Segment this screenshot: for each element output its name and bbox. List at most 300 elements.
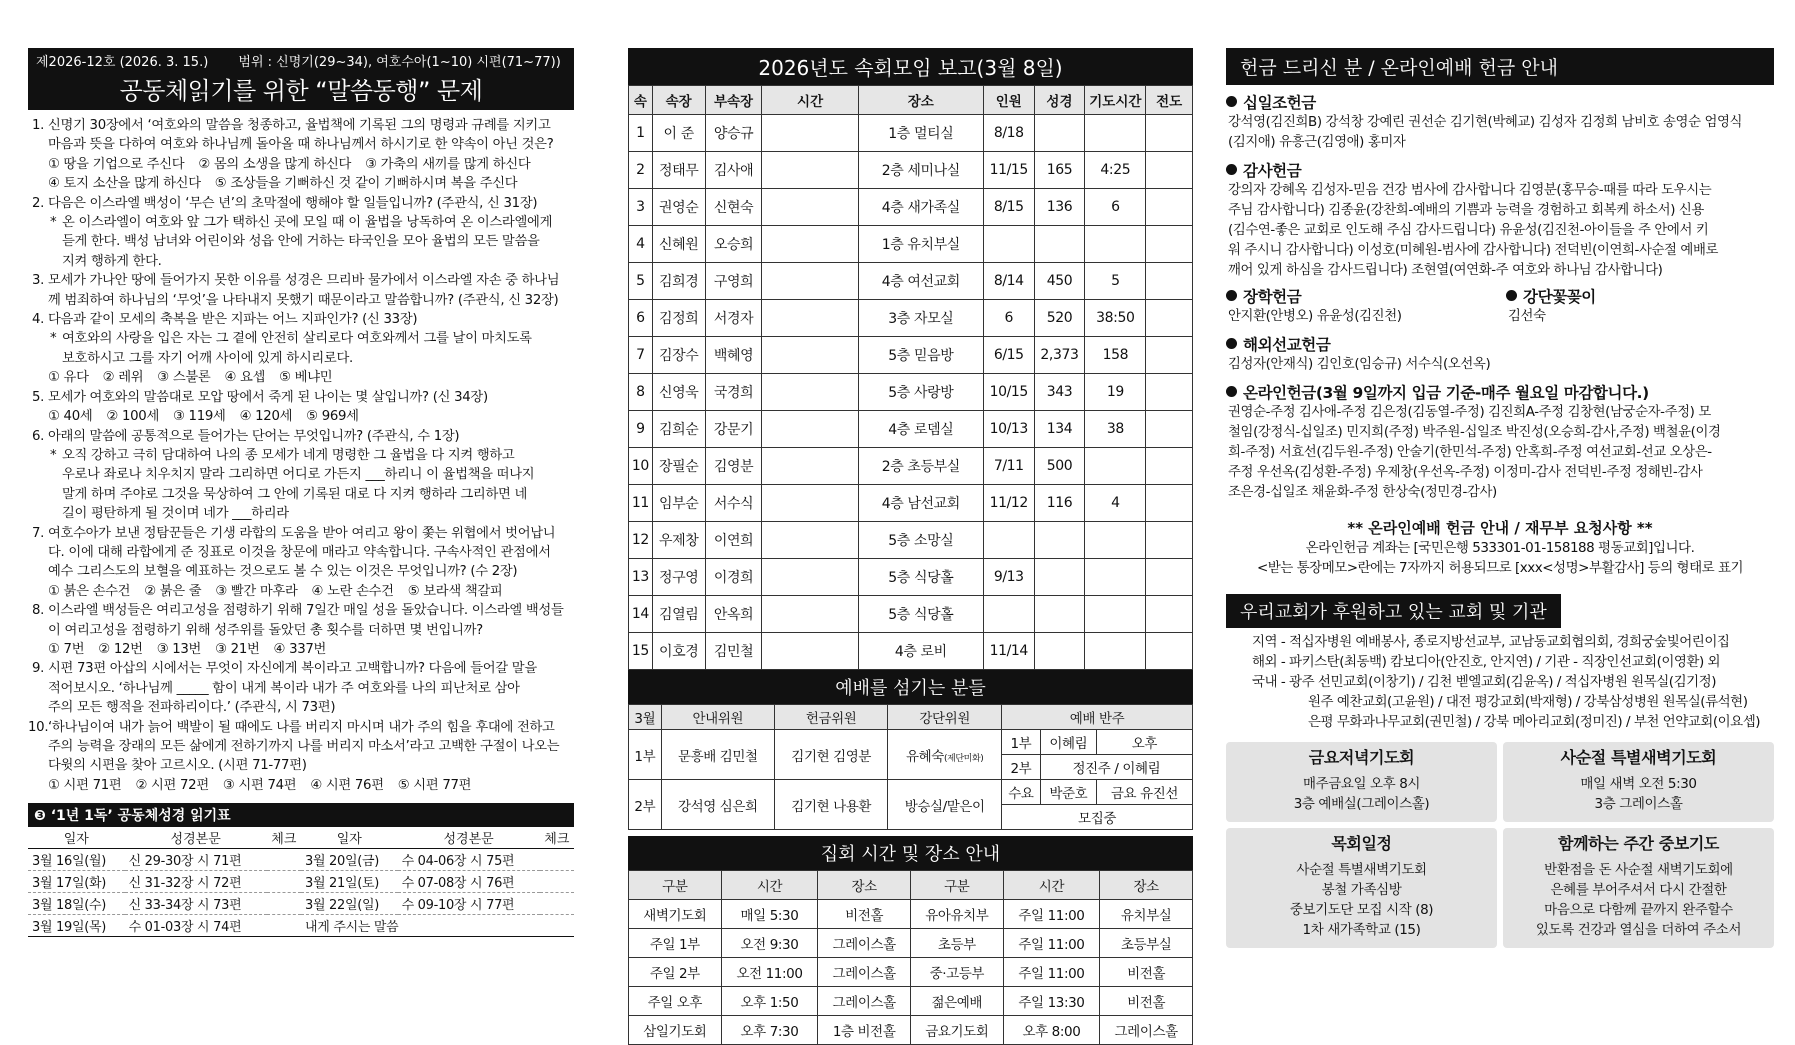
report-cell: 5 bbox=[1085, 263, 1146, 300]
answer-option: ① 시편 71편 bbox=[48, 777, 122, 793]
question-note bbox=[48, 213, 574, 232]
meeting-cell: 오후 1:50 bbox=[721, 987, 818, 1016]
info-box-line: 중보기도단 모집 시작 (8) bbox=[1289, 902, 1434, 918]
question-number: 4. bbox=[32, 312, 45, 328]
report-row bbox=[629, 633, 1193, 670]
report-cell: 5층 소망실 bbox=[858, 522, 983, 559]
report-cell bbox=[983, 596, 1034, 633]
report-cell: 김열림 bbox=[652, 596, 705, 633]
report-header: 인원 bbox=[983, 86, 1034, 115]
info-box-title: 목회일정 bbox=[1331, 834, 1392, 853]
report-cell: 3층 자모실 bbox=[858, 300, 983, 337]
report-row bbox=[629, 485, 1193, 522]
guide-1: 문흥배 김민철 bbox=[661, 730, 774, 780]
report-row bbox=[629, 152, 1193, 189]
meeting-cell: 초등부실 bbox=[1100, 929, 1193, 958]
question-text: 다. 이에 대해 라합에게 준 징표로 이것을 창문에 매라고 약속합니다. 구속사적인 관점에서 bbox=[48, 544, 551, 560]
report-cell bbox=[762, 189, 858, 226]
report-cell bbox=[1085, 559, 1146, 596]
report-cell bbox=[1034, 596, 1085, 633]
report-cell bbox=[762, 522, 858, 559]
report-cell: 장필순 bbox=[652, 448, 705, 485]
support-line: 은평 무화과나무교회(권민철) / 강북 메아리교회(정미진) / 부천 언약교회(이요셉) bbox=[1308, 714, 1761, 730]
reading-header: 일자 bbox=[28, 827, 125, 849]
report-cell: 2층 세미나실 bbox=[858, 152, 983, 189]
meeting-cell: 유아유치부 bbox=[910, 900, 1003, 929]
report-cell bbox=[762, 633, 858, 670]
report-cell: 14 bbox=[629, 596, 653, 633]
offering-1: 김기현 김영분 bbox=[775, 730, 888, 780]
info-box-line: 사순절 특별새벽기도회 bbox=[1296, 862, 1427, 878]
offering-2: 김기현 나용환 bbox=[775, 780, 888, 830]
report-cell: 10/13 bbox=[983, 411, 1034, 448]
question-text: 주의 모든 행적을 전파하리이다.’ (주관식, 시 73편) bbox=[48, 700, 336, 716]
report-cell: 7/11 bbox=[983, 448, 1034, 485]
bullet-icon bbox=[1226, 338, 1237, 349]
question-note bbox=[48, 446, 574, 465]
question-text: 다음은 이스라엘 백성이 ‘무슨 년’의 초막절에 행해야 할 일들입니까? (주관식, 신 31장) bbox=[48, 195, 538, 211]
note-text: 듣게 한다. 백성 남녀와 어린이와 성읍 안에 거하는 타국인을 모아 율법의 모든 말씀을 bbox=[62, 234, 540, 250]
question-item bbox=[28, 718, 574, 796]
reading-header: 체크 bbox=[267, 827, 301, 849]
report-cell bbox=[1085, 633, 1146, 670]
info-box-line: 1차 새가족학교 (15) bbox=[1302, 922, 1421, 938]
report-cell: 4층 로뎀실 bbox=[858, 411, 983, 448]
quiz-header bbox=[28, 48, 574, 110]
answer-option: ⑤ 베냐민 bbox=[279, 370, 333, 386]
answer-option: ① 땅을 기업으로 주신다 bbox=[48, 156, 185, 172]
meeting-header: 장소 bbox=[818, 871, 911, 900]
report-cell bbox=[1146, 448, 1193, 485]
meeting-cell: 주일 11:00 bbox=[1003, 929, 1100, 958]
reading-cell: 3월 18일(수) bbox=[28, 893, 125, 915]
reading-header: 성경본문 bbox=[125, 827, 267, 849]
report-header: 시간 bbox=[762, 86, 858, 115]
reading-cell: 3월 19일(목) bbox=[28, 915, 125, 937]
report-cell: 이경희 bbox=[705, 559, 762, 596]
report-cell bbox=[1146, 633, 1193, 670]
reading-cell: 3월 17일(화) bbox=[28, 871, 125, 893]
report-cell: 1층 유치부실 bbox=[858, 226, 983, 263]
meeting-row bbox=[629, 1016, 1193, 1045]
answer-option: ③ 13번 bbox=[156, 641, 202, 657]
acc-2bu-name: 정진주 / 이혜림 bbox=[1040, 755, 1192, 780]
info-box-line: 3층 예배실(그레이스홀) bbox=[1293, 796, 1430, 812]
meeting-cell: 금요기도회 bbox=[910, 1016, 1003, 1045]
bullet-icon bbox=[1226, 386, 1237, 397]
reading-cell bbox=[540, 893, 574, 915]
report-cell bbox=[983, 226, 1034, 263]
meeting-cell: 그레이스홀 bbox=[818, 958, 911, 987]
report-cell: 이연희 bbox=[705, 522, 762, 559]
reading-cell bbox=[267, 915, 301, 937]
report-cell bbox=[1146, 374, 1193, 411]
report-cell: 김정희 bbox=[652, 300, 705, 337]
report-header: 장소 bbox=[858, 86, 983, 115]
bullet-icon bbox=[1226, 164, 1237, 175]
report-cell bbox=[1034, 115, 1085, 152]
reading-cell: 신 31-32장 시 72편 bbox=[125, 871, 267, 893]
reading-plan-table bbox=[28, 827, 574, 937]
report-cell: 신혜원 bbox=[652, 226, 705, 263]
note-text: 온 이스라엘이 여호와 앞 그가 택하신 곳에 모일 때 이 율법을 낭독하여 온 이스라엘에게 bbox=[62, 215, 553, 231]
meeting-cell: 1층 비전홀 bbox=[818, 1016, 911, 1045]
report-cell: 165 bbox=[1034, 152, 1085, 189]
report-cell: 이호경 bbox=[652, 633, 705, 670]
report-cell bbox=[983, 522, 1034, 559]
acc-1bu-label: 1부 bbox=[1002, 730, 1041, 755]
report-cell: 1층 멀티실 bbox=[858, 115, 983, 152]
report-cell bbox=[1146, 263, 1193, 300]
info-box-line: 매일 새벽 오전 5:30 bbox=[1580, 776, 1697, 792]
answer-options bbox=[48, 174, 574, 193]
mission-section: 해외선교헌금 김성자(안재식) 김인호(임승규) 서수식(오선옥) bbox=[1228, 336, 1491, 372]
report-cell: 11 bbox=[629, 485, 653, 522]
report-cell: 11/14 bbox=[983, 633, 1034, 670]
report-cell bbox=[762, 152, 858, 189]
question-item bbox=[28, 388, 574, 427]
meeting-cell: 오전 11:00 bbox=[721, 958, 818, 987]
report-cell bbox=[1146, 152, 1193, 189]
report-header: 속장 bbox=[652, 86, 705, 115]
meeting-cell: 비전홀 bbox=[1100, 958, 1193, 987]
meeting-cell: 그레이스홀 bbox=[818, 987, 911, 1016]
online-section: 온라인헌금(3월 9일까지 입금 기준-매주 월요일 마감합니다.) 권영순-주정 김사애-주정 김은정(김동열-주정) 김진희A-주정 김창현(남궁순자-주정) 모 철임(강정식-십일조) 민지희(주정) 박주원-십일조 박진성(오승희-감사,주정) 백철윤(이경 희-주정) 서효선(김두원-주정) 안술기(한민석-주정) 안혹희-주정 여선교회-선교 오상은- 주정 우선옥(김성환-주정) 우제창(우선옥-주정) 이정미-감사 전덕빈-주정 정해빈-감사 조은경-십일조 채윤화-주정 한상숙(정민경-감사) bbox=[1226, 383, 1774, 503]
report-cell bbox=[762, 263, 858, 300]
offering-line: 권영순-주정 김사애-주정 김은정(김동열-주정) 김진희A-주정 김창현(남궁순자-주정) 모 bbox=[1228, 405, 1711, 420]
info-box-line: 3층 그레이스홀 bbox=[1594, 796, 1683, 812]
report-cell: 8/14 bbox=[983, 263, 1034, 300]
meeting-cell: 젊은예배 bbox=[910, 987, 1003, 1016]
reading-cell bbox=[267, 849, 301, 871]
guide-2: 강석영 심은희 bbox=[661, 780, 774, 830]
reading-cell: 3월 20일(금) bbox=[301, 849, 398, 871]
report-cell bbox=[762, 448, 858, 485]
meeting-cell: 오전 9:30 bbox=[721, 929, 818, 958]
report-cell: 12 bbox=[629, 522, 653, 559]
report-header: 기도시간 bbox=[1085, 86, 1146, 115]
question-text: 모세가 여호와의 말씀대로 모압 땅에서 죽게 된 나이는 몇 살입니까? (신 34장) bbox=[48, 389, 488, 405]
report-cell: 9 bbox=[629, 411, 653, 448]
answer-option: ⑤ 969세 bbox=[306, 409, 359, 425]
cell-report-column bbox=[628, 0, 1193, 1039]
note-text: 오직 강하고 극히 담대하여 나의 종 모세가 네게 명령한 그 율법을 다 지켜 행하고 bbox=[62, 447, 515, 463]
answer-options bbox=[48, 582, 574, 601]
reading-cell bbox=[540, 871, 574, 893]
support-line: 해외 - 파키스탄(최동백) 캄보디아(안진호, 안지연) / 기관 - 직장인선교회(이영환) 외 bbox=[1252, 654, 1721, 670]
report-cell: 6/15 bbox=[983, 337, 1034, 374]
question-number: 9. bbox=[32, 661, 45, 677]
worship-servers-table bbox=[628, 704, 1193, 830]
meeting-cell: 오후 8:00 bbox=[1003, 1016, 1100, 1045]
question-item bbox=[28, 601, 574, 659]
report-row bbox=[629, 189, 1193, 226]
answer-option: ③ 가축의 새끼를 많게 하신다 bbox=[365, 156, 531, 172]
report-cell: 김영분 bbox=[705, 448, 762, 485]
meeting-row bbox=[629, 900, 1193, 929]
bullet-icon bbox=[1226, 290, 1237, 301]
question-note bbox=[48, 485, 574, 504]
answer-option: ⑤ 조상들을 기뻐하신 것 같이 기뻐하시며 복을 주신다 bbox=[214, 176, 518, 192]
question-number: 1. bbox=[32, 118, 45, 133]
answer-options bbox=[48, 776, 574, 795]
report-cell: 4층 여선교회 bbox=[858, 263, 983, 300]
reading-cell: 3월 21일(토) bbox=[301, 871, 398, 893]
question-number: 7. bbox=[32, 525, 45, 541]
reading-row bbox=[28, 893, 574, 915]
report-cell bbox=[762, 485, 858, 522]
report-cell bbox=[1034, 522, 1085, 559]
report-cell bbox=[762, 596, 858, 633]
reading-row bbox=[28, 849, 574, 871]
report-cell: 우제창 bbox=[652, 522, 705, 559]
answer-option: ④ 337번 bbox=[273, 641, 327, 657]
report-cell: 4층 새가족실 bbox=[858, 189, 983, 226]
report-cell bbox=[1085, 596, 1146, 633]
report-cell: 구영희 bbox=[705, 263, 762, 300]
question-note bbox=[48, 232, 574, 251]
info-box-title: 금요저녁기도회 bbox=[1308, 748, 1415, 767]
asterisk-icon: * bbox=[50, 215, 57, 231]
meeting-header: 시간 bbox=[721, 871, 818, 900]
question-item bbox=[28, 427, 574, 524]
answer-option: ⑤ 시편 77편 bbox=[397, 777, 472, 793]
question-text: 적어보시오. ‘하나님께 _____ 함이 내게 복이라 내가 주 여호와를 나의 피난처로 삼아 bbox=[48, 680, 520, 696]
offering-column bbox=[1226, 0, 1774, 1039]
report-cell bbox=[1146, 337, 1193, 374]
report-row bbox=[629, 596, 1193, 633]
acc-fri: 금요 유진선 bbox=[1096, 780, 1192, 805]
reading-header: 성경본문 bbox=[398, 827, 540, 849]
question-item bbox=[28, 194, 574, 272]
report-header: 성경 bbox=[1034, 86, 1085, 115]
question-item bbox=[28, 524, 574, 602]
question-number: 6. bbox=[32, 428, 45, 444]
report-cell: 4층 남선교회 bbox=[858, 485, 983, 522]
acc-wed-name: 박준호 bbox=[1040, 780, 1096, 805]
report-cell bbox=[1146, 189, 1193, 226]
support-line: 지역 - 적십자병원 예배봉사, 종로지방선교부, 교남동교회협의회, 경희궁숲빛어린이집 bbox=[1252, 634, 1730, 650]
report-header: 전도 bbox=[1146, 86, 1193, 115]
report-cell: 양승규 bbox=[705, 115, 762, 152]
offering-header: 헌금위원 bbox=[775, 705, 888, 730]
offering-line: 주님 감사합니다) 김종윤(강찬희-예배의 기쁨과 능력을 경험하고 회복케 하소서) 신용 bbox=[1228, 203, 1704, 218]
question-note bbox=[48, 465, 574, 484]
offering-line: 강의자 강혜옥 김성자-믿음 건강 범사에 감사합니다 김영분(홍무승-때를 따라 도우시는 bbox=[1228, 183, 1712, 198]
answer-options bbox=[48, 407, 574, 426]
report-cell bbox=[1146, 559, 1193, 596]
question-note bbox=[48, 349, 574, 368]
reading-range: 범위 : 신명기(29~34), 여호수아(1~10) 시편(71~77)) bbox=[238, 55, 561, 70]
bullet-icon bbox=[1226, 96, 1237, 107]
info-box bbox=[1226, 828, 1497, 948]
cell-report-table bbox=[628, 85, 1193, 670]
support-list bbox=[1226, 632, 1774, 732]
meeting-cell: 주일 2부 bbox=[629, 958, 722, 987]
meeting-cell: 오후 7:30 bbox=[721, 1016, 818, 1045]
question-text: 다음과 같이 모세의 축복을 받은 지파는 어느 지파인가? (신 33장) bbox=[48, 312, 418, 328]
report-cell: 김희경 bbox=[652, 263, 705, 300]
offering-line: 깨어 있게 하심을 감사드립니다) 조현열(여연화-주 여호와 하나님 감사합니다) bbox=[1228, 263, 1663, 278]
answer-option: ④ 요셉 bbox=[224, 370, 266, 386]
meeting-cell: 주일 13:30 bbox=[1003, 987, 1100, 1016]
meeting-cell: 비전홀 bbox=[1100, 987, 1193, 1016]
offering-line: (김수연-좋은 교회로 인도해 주심 감사드립니다) 유윤성(김진천-아이들을 주 안에서 키 bbox=[1228, 223, 1709, 238]
reading-header: 일자 bbox=[301, 827, 398, 849]
report-cell: 정구영 bbox=[652, 559, 705, 596]
answer-option: ③ 스불론 bbox=[157, 370, 211, 386]
report-cell: 국경희 bbox=[705, 374, 762, 411]
report-cell: 5층 사랑방 bbox=[858, 374, 983, 411]
acc-1bu-name: 이혜림 bbox=[1040, 730, 1096, 755]
report-cell: 134 bbox=[1034, 411, 1085, 448]
thanks-section: 감사헌금 강의자 강혜옥 김성자-믿음 건강 범사에 감사합니다 김영분(홍무승-때를 따라 도우시는 주님 감사합니다) 김종윤(강찬희-예배의 기쁨과 능력을 경험하고 회복케 하소서) 신용 (김수연-좋은 교회로 인도해 주심 감사드립니다) 유윤성(김진천-아이들을 주 안에서 키 워 주시니 감사합니다) 이성호(미혜원-범사에 감사합니다) 전덕빈(이연희-사순절 예배로 깨어 있게 하심을 감사드립니다) 조현열(여연화-주 여호와 하나님 감사합니다) bbox=[1226, 161, 1774, 281]
meeting-header: 구분 bbox=[910, 871, 1003, 900]
meeting-cell: 매일 5:30 bbox=[721, 900, 818, 929]
report-cell: 김장수 bbox=[652, 337, 705, 374]
report-cell: 1 bbox=[629, 115, 653, 152]
question-text: 이 여리고성을 점령하기 위해 성주위를 돌았던 총 횟수를 더하면 몇 번입니까? bbox=[48, 622, 483, 638]
info-box-line: 있도록 건강과 열심을 더하여 주소서 bbox=[1535, 922, 1742, 938]
cell-report-title: 2026년도 속회모임 보고(3월 8일) bbox=[628, 48, 1193, 85]
report-cell: 5층 식당홀 bbox=[858, 596, 983, 633]
question-item bbox=[28, 271, 574, 310]
answer-option: ③ 시편 74편 bbox=[222, 777, 297, 793]
answer-option: ① 7번 bbox=[48, 641, 85, 657]
meeting-cell: 주일 11:00 bbox=[1003, 900, 1100, 929]
report-cell: 4층 로비 bbox=[858, 633, 983, 670]
meeting-cell: 그레이스홀 bbox=[1100, 1016, 1193, 1045]
answer-option: ④ 120세 bbox=[239, 409, 293, 425]
question-list bbox=[28, 116, 574, 795]
note-text: 말게 하며 주야로 그것을 묵상하여 그 안에 기록된 대로 다 지켜 행하라 그리하면 네 bbox=[62, 486, 528, 502]
report-row bbox=[629, 374, 1193, 411]
report-cell: 5층 믿음방 bbox=[858, 337, 983, 374]
report-cell: 김희순 bbox=[652, 411, 705, 448]
reading-header: 체크 bbox=[540, 827, 574, 849]
report-cell: 6 bbox=[1085, 189, 1146, 226]
info-box-line: 마음으로 다함께 끝까지 완주할수 bbox=[1544, 902, 1733, 918]
reading-cell: 신 33-34장 시 73편 bbox=[125, 893, 267, 915]
info-box-line: 매주금요일 오후 8시 bbox=[1302, 776, 1421, 792]
info-box bbox=[1226, 742, 1497, 822]
online-notice-title: ** 온라인예배 헌금 안내 / 재무부 요청사항 ** bbox=[1347, 519, 1653, 537]
worship-servers-title: 예배를 섬기는 분들 bbox=[628, 670, 1193, 704]
report-row bbox=[629, 522, 1193, 559]
answer-option: ④ 노란 손수건 bbox=[311, 583, 394, 599]
report-row bbox=[629, 115, 1193, 152]
report-cell bbox=[1034, 633, 1085, 670]
meeting-header-row bbox=[629, 871, 1193, 900]
report-cell bbox=[1034, 226, 1085, 263]
report-cell: 오승희 bbox=[705, 226, 762, 263]
report-cell bbox=[1146, 522, 1193, 559]
info-box bbox=[1503, 742, 1774, 822]
report-cell: 백혜영 bbox=[705, 337, 762, 374]
offering-line: 철임(강정식-십일조) 민지희(주정) 박주원-십일조 박진성(오승희-감사,주정) 백철윤(이경 bbox=[1228, 425, 1721, 440]
report-cell: 38 bbox=[1085, 411, 1146, 448]
report-cell bbox=[762, 300, 858, 337]
acc-2bu-label: 2부 bbox=[1002, 755, 1041, 780]
report-cell: 신현숙 bbox=[705, 189, 762, 226]
note-text: 길이 평탄하게 될 것이며 네가 ___하리라 bbox=[62, 506, 289, 522]
report-cell: 5층 식당홀 bbox=[858, 559, 983, 596]
note-text: 여호와의 사랑을 입은 자는 그 곁에 안전히 살리로다 여호와께서 그를 날이 마치도록 bbox=[62, 331, 532, 347]
answer-option: ① 붉은 손수건 bbox=[48, 583, 131, 599]
reading-cell: 내게 주시는 말씀 bbox=[301, 915, 574, 937]
report-cell bbox=[1085, 115, 1146, 152]
reading-row bbox=[28, 915, 574, 937]
meeting-header: 시간 bbox=[1003, 871, 1100, 900]
question-note bbox=[48, 252, 574, 271]
question-number: 3. bbox=[32, 273, 45, 289]
report-row bbox=[629, 411, 1193, 448]
answer-option: ② 시편 72편 bbox=[135, 777, 209, 793]
report-row bbox=[629, 337, 1193, 374]
question-text: 아래의 말씀에 공통적으로 들어가는 단어는 무엇입니까? (주관식, 수 1장) bbox=[48, 428, 460, 444]
issue-number: 제2026-12호 (2026. 3. 15.) bbox=[36, 55, 209, 70]
meeting-header: 구분 bbox=[629, 871, 722, 900]
answer-option: ④ 시편 76편 bbox=[310, 777, 384, 793]
meeting-table bbox=[628, 870, 1193, 1045]
meeting-row bbox=[629, 929, 1193, 958]
meeting-cell: 주일 1부 bbox=[629, 929, 722, 958]
report-cell: 신영욱 bbox=[652, 374, 705, 411]
report-cell: 158 bbox=[1085, 337, 1146, 374]
report-cell bbox=[1085, 522, 1146, 559]
report-cell: 8/15 bbox=[983, 189, 1034, 226]
info-boxes bbox=[1226, 742, 1774, 948]
report-cell bbox=[762, 559, 858, 596]
meeting-row bbox=[629, 958, 1193, 987]
meeting-cell: 주일 오후 bbox=[629, 987, 722, 1016]
report-cell bbox=[1146, 300, 1193, 337]
answer-option: ③ 119세 bbox=[173, 409, 226, 425]
question-number: 2. bbox=[32, 195, 45, 211]
guide-header: 안내위원 bbox=[661, 705, 774, 730]
answer-option: ② 붉은 줄 bbox=[144, 583, 202, 599]
asterisk-icon: * bbox=[50, 331, 57, 347]
quiz-title: 공동체읽기를 위한 “말씀동행” 문제 bbox=[119, 77, 483, 105]
report-row bbox=[629, 263, 1193, 300]
meeting-cell: 중·고등부 bbox=[910, 958, 1003, 987]
meeting-cell: 유치부실 bbox=[1100, 900, 1193, 929]
offering-line: (김지애) 유흥근(김영애) 홍미자 bbox=[1228, 135, 1406, 150]
question-item bbox=[28, 310, 574, 388]
report-cell: 10/15 bbox=[983, 374, 1034, 411]
report-cell: 서경자 bbox=[705, 300, 762, 337]
meeting-row bbox=[629, 987, 1193, 1016]
report-cell bbox=[1034, 559, 1085, 596]
report-row bbox=[629, 300, 1193, 337]
offering-line: 주정 우선옥(김성환-주정) 우제창(우선옥-주정) 이정미-감사 전덕빈-주정 정해빈-감사 bbox=[1228, 465, 1703, 480]
service-2: 2부 bbox=[629, 780, 662, 830]
report-cell: 안옥희 bbox=[705, 596, 762, 633]
question-text: 다윗의 시편을 찾아 고르시오. (시편 71-77편) bbox=[48, 758, 307, 774]
answer-options bbox=[48, 155, 574, 174]
meeting-cell: 그레이스홀 bbox=[818, 929, 911, 958]
reading-cell: 수 04-06장 시 75편 bbox=[398, 849, 540, 871]
report-cell: 2,373 bbox=[1034, 337, 1085, 374]
reading-cell bbox=[267, 871, 301, 893]
report-cell bbox=[762, 115, 858, 152]
answer-option: ③ 21번 bbox=[215, 641, 260, 657]
answer-options bbox=[48, 640, 574, 659]
report-row bbox=[629, 448, 1193, 485]
note-text: 지켜 행하게 한다. bbox=[62, 253, 162, 269]
report-cell: 정태무 bbox=[652, 152, 705, 189]
report-cell: 19 bbox=[1085, 374, 1146, 411]
